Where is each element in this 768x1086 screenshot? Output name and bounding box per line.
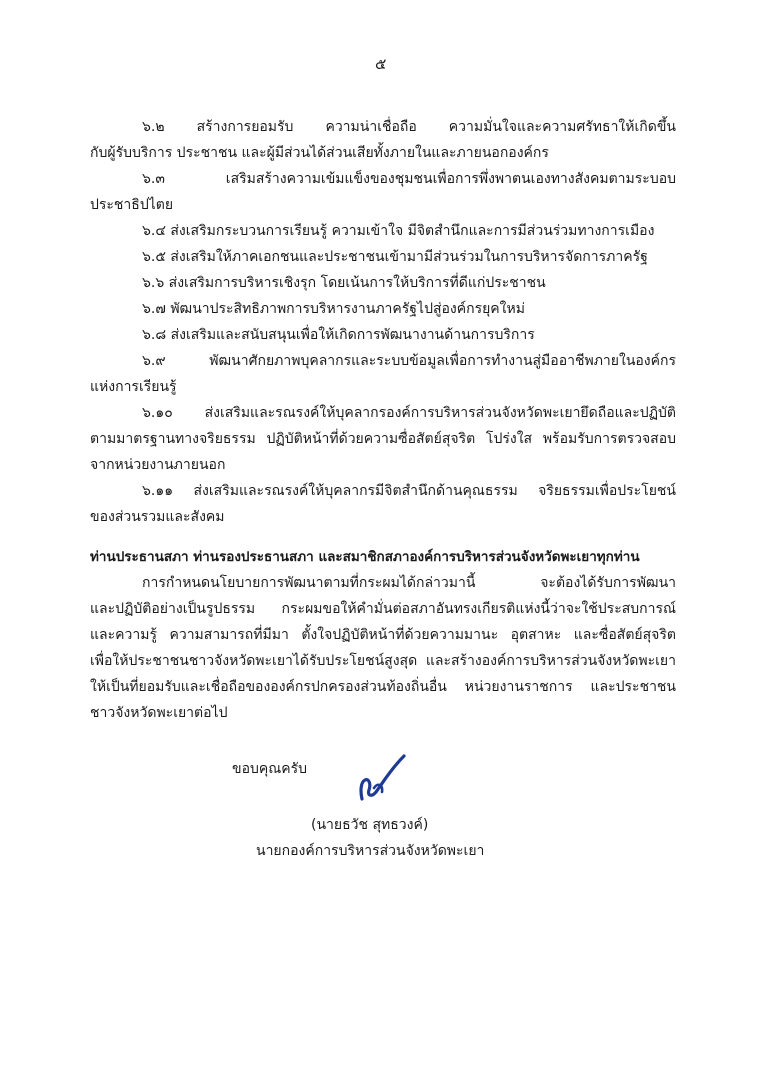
policy-item-6-10-line3: จากหน่วยงานภายนอก	[90, 457, 226, 473]
closing-line-3: และความรู้ ความสามารถที่มีมา ตั้งใจปฏิบัติหน้าที่ด้วยความมานะ อุตสาหะ และซื่อสัตย์สุจริต	[90, 627, 676, 643]
closing-line-5: ให้เป็นที่ยอมรับและเชื่อถือขององค์กรปกครองส่วนท้องถิ่นอื่น หน่วยงานราชการ และประชาชน	[90, 679, 676, 695]
policy-item-6-4: ๖.๔ ส่งเสริมกระบวนการเรียนรู้ ความเข้าใจ มีจิตสำนึกและการมีส่วนร่วมทางการเมือง	[142, 223, 655, 239]
policy-item-6-10-line2: ตามมาตรฐานทางจริยธรรม ปฏิบัติหน้าที่ด้วยความซื่อสัตย์สุจริต โปร่งใส พร้อมรับการตรวจสอบ	[90, 431, 676, 447]
policy-item-6-5: ๖.๕ ส่งเสริมให้ภาคเอกชนและประชาชนเข้ามามีส่วนร่วมในการบริหารจัดการภาครัฐ	[142, 249, 648, 265]
policy-item-6-2-line2: กับผู้รับบริการ ประชาชน และผู้มีส่วนได้ส่วนเสียทั้งภายในและภายนอกองค์กร	[90, 145, 549, 161]
policy-item-6-9-line1: ๖.๙ พัฒนาศักยภาพบุคลากรและระบบข้อมูลเพื่อการทำงานสู่มืออาชีพภายในองค์กร	[142, 353, 676, 369]
policy-item-6-3-line1: ๖.๓ เสริมสร้างความเข้มแข็งของชุมชนเพื่อการพึ่งพาตนเองทางสังคมตามระบอบ	[142, 171, 676, 187]
closing-line-6: ชาวจังหวัดพะเยาต่อไป	[90, 705, 228, 721]
page-number: ๕	[375, 55, 387, 73]
policy-item-6-11-line1: ๖.๑๑ ส่งเสริมและรณรงค์ให้บุคลากรมีจิตสำนึกด้านคุณธรรม จริยธรรมเพื่อประโยชน์	[142, 483, 676, 499]
closing-line-1: การกำหนดนโยบายการพัฒนาตามที่กระผมได้กล่าวมานี้ จะต้องได้รับการพัฒนา	[142, 575, 676, 591]
policy-item-6-9-line2: แห่งการเรียนรู้	[90, 379, 177, 395]
closing-line-2: และปฏิบัติอย่างเป็นรูปธรรม กระผมขอให้คำมั่นต่อสภาอันทรงเกียรติแห่งนี้ว่าจะใช้ประสบการณ์	[90, 601, 676, 617]
salutation-heading: ท่านประธานสภา ท่านรองประธานสภา และสมาชิกสภาองค์การบริหารส่วนจังหวัดพะเยาทุกท่าน	[90, 549, 640, 565]
handwritten-signature	[352, 752, 412, 804]
policy-item-6-3-line2: ประชาธิปไตย	[90, 197, 174, 213]
signer-name: (นายธวัช สุทธวงค์)	[311, 817, 429, 833]
signer-title: นายกองค์การบริหารส่วนจังหวัดพะเยา	[256, 843, 485, 859]
policy-item-6-8: ๖.๘ ส่งเสริมและสนับสนุนเพื่อให้เกิดการพัฒนางานด้านการบริการ	[142, 327, 535, 343]
policy-item-6-2-line1: ๖.๒ สร้างการยอมรับ ความน่าเชื่อถือ ความมั่นใจและความศรัทธาให้เกิดขึ้น	[142, 119, 676, 135]
policy-item-6-7: ๖.๗ พัฒนาประสิทธิภาพการบริหารงานภาครัฐไปสู่องค์กรยุคใหม่	[142, 301, 525, 317]
policy-item-6-6: ๖.๖ ส่งเสริมการบริหารเชิงรุก โดยเน้นการให้บริการที่ดีแก่ประชาชน	[142, 275, 546, 291]
closing-line-4: เพื่อให้ประชาชนชาวจังหวัดพะเยาได้รับประโยชน์สูงสุด และสร้างองค์การบริหารส่วนจังหวัดพะเยา	[90, 653, 676, 669]
policy-item-6-10-line1: ๖.๑๐ ส่งเสริมและรณรงค์ให้บุคลากรองค์การบริหารส่วนจังหวัดพะเยายึดถือและปฏิบัติ	[142, 405, 676, 421]
thanks-text: ขอบคุณครับ	[232, 761, 307, 777]
policy-item-6-11-line2: ของส่วนรวมและสังคม	[90, 509, 225, 525]
